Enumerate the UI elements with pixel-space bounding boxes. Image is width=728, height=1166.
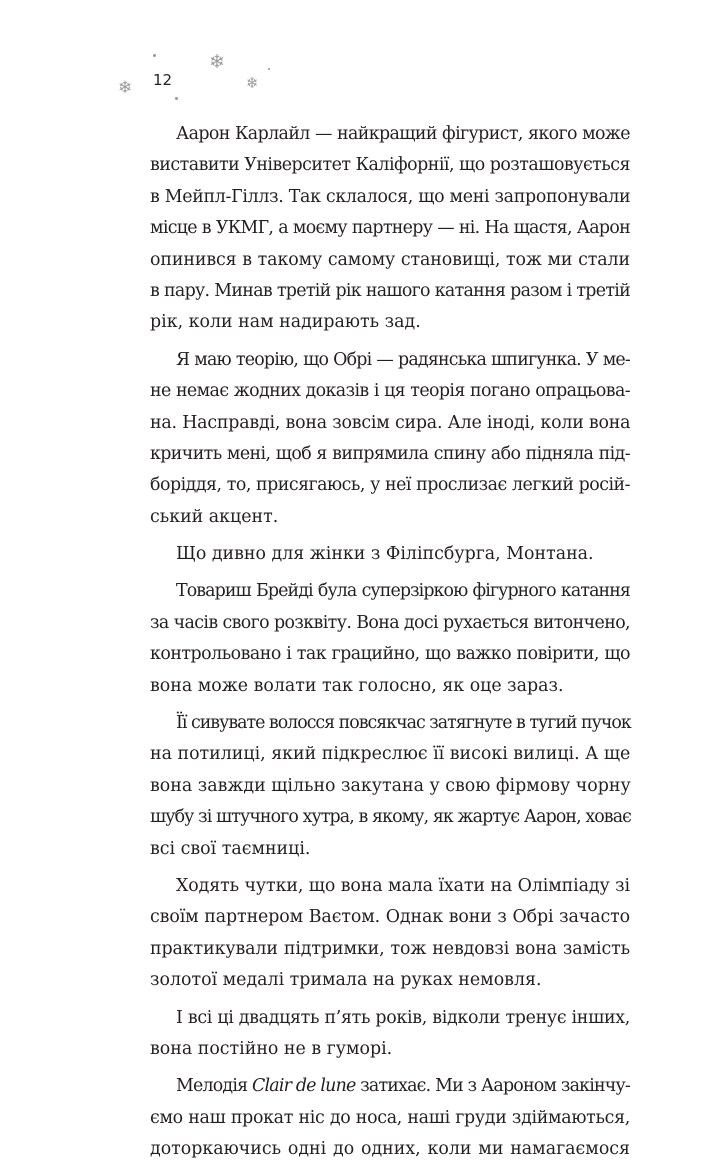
decor-dot (153, 54, 156, 57)
text-line: Її сивувате волосся повсякчас затягнуте в тугий пучок (176, 713, 631, 734)
text-line: в Мейпл-Гіллз. Так склалося, що мені запропонували (150, 186, 631, 207)
decor-dot (175, 97, 178, 100)
text-line: ємо наш прокат ніс до носа, наші груди здіймаються, (150, 1107, 630, 1128)
text-line: Товариш Брейді була суперзіркою фігурного катання (176, 581, 630, 602)
text-line: рік, коли нам надирають зад. (150, 312, 421, 333)
text-line: в пару. Минав третій рік нашого катання разом і третій (150, 280, 630, 301)
text-line: боріддя, то, присягаюсь, у неї прослизає легкий росій- (150, 475, 630, 496)
text-line: кричить мені, щоб я випрямила спину або підняла під- (150, 443, 630, 464)
paragraph (150, 1003, 630, 1066)
decor-dot (268, 68, 270, 70)
page-number: 12 (153, 71, 173, 89)
text-line: на. Насправді, вона зовсім сира. Але іноді, коли вона (150, 412, 631, 433)
text-line: вона постійно не в гуморі. (150, 1038, 393, 1059)
paragraph (150, 576, 630, 702)
text-line: І всі ці двадцять п’ять років, відколи тренує інших, (176, 1007, 630, 1028)
snowflake-icon: ❄ (118, 78, 133, 98)
paragraph (150, 539, 630, 570)
text-line: вона завжди щільно закутана у свою фірмову чорну (150, 775, 631, 796)
text-line: доторкаючись одні до одних, коли ми намагаємося (150, 1139, 630, 1160)
text-line: Мелодія Clair de lune затихає. Ми з Аароном закінчу- (176, 1076, 630, 1097)
paragraph (150, 708, 630, 865)
text-line: Аарон Карлайл — найкращий фігурист, якого може (176, 124, 630, 144)
text-line: всі свої таємниці. (150, 838, 311, 859)
paragraph (150, 871, 630, 997)
text-line: ський акцент. (150, 506, 279, 527)
text-line: на потилиці, який підкреслює її високі вилиці. А ще (150, 744, 631, 765)
text-line: опинився в такому самому становищі, тож ми стали (150, 249, 630, 270)
snowflake-icon: ❄ (246, 74, 259, 92)
page-header (0, 0, 728, 110)
paragraph (150, 119, 630, 339)
text-line: місце в УКМГ, а моєму партнеру — ні. На щастя, Аарон (150, 218, 630, 239)
text-line: виставити Університет Каліфорнії, що розташовується (150, 155, 630, 176)
snowflake-icon: ❄ (209, 51, 225, 73)
text-line: не немає жодних доказів і ця теорія погано опрацьова- (150, 381, 630, 402)
paragraph (150, 1071, 630, 1165)
text-line: золотої медалі тримала на руках немовля. (150, 970, 542, 991)
text-line: шубу зі штучного хутра, в якому, як жартує Аарон, ховає (150, 807, 632, 828)
text-line: Що дивно для жінки з Філіпсбурга, Монтана. (176, 544, 594, 565)
text-line: своїм партнером Ваєтом. Однак вони з Обрі зачасто (150, 907, 630, 928)
text-line: практикували підтримки, тож невдовзі вона замість (150, 938, 630, 959)
italic-title: Clair de lune (252, 1076, 356, 1097)
text-line: вона може волати так голосно, як оце зараз. (150, 675, 564, 696)
paragraph (150, 345, 630, 533)
body-text (150, 119, 630, 1166)
text-line: Ходять чутки, що вона мала їхати на Олімпіаду зі (176, 875, 630, 896)
text-line: за часів свого розквіту. Вона досі рухається витончено, (150, 612, 630, 633)
text-line: контрольовано і так грацийно, що важко повірити, що (150, 644, 630, 665)
text-line: Я маю теорію, що Обрі — радянська шпигунка. У ме- (176, 349, 630, 370)
